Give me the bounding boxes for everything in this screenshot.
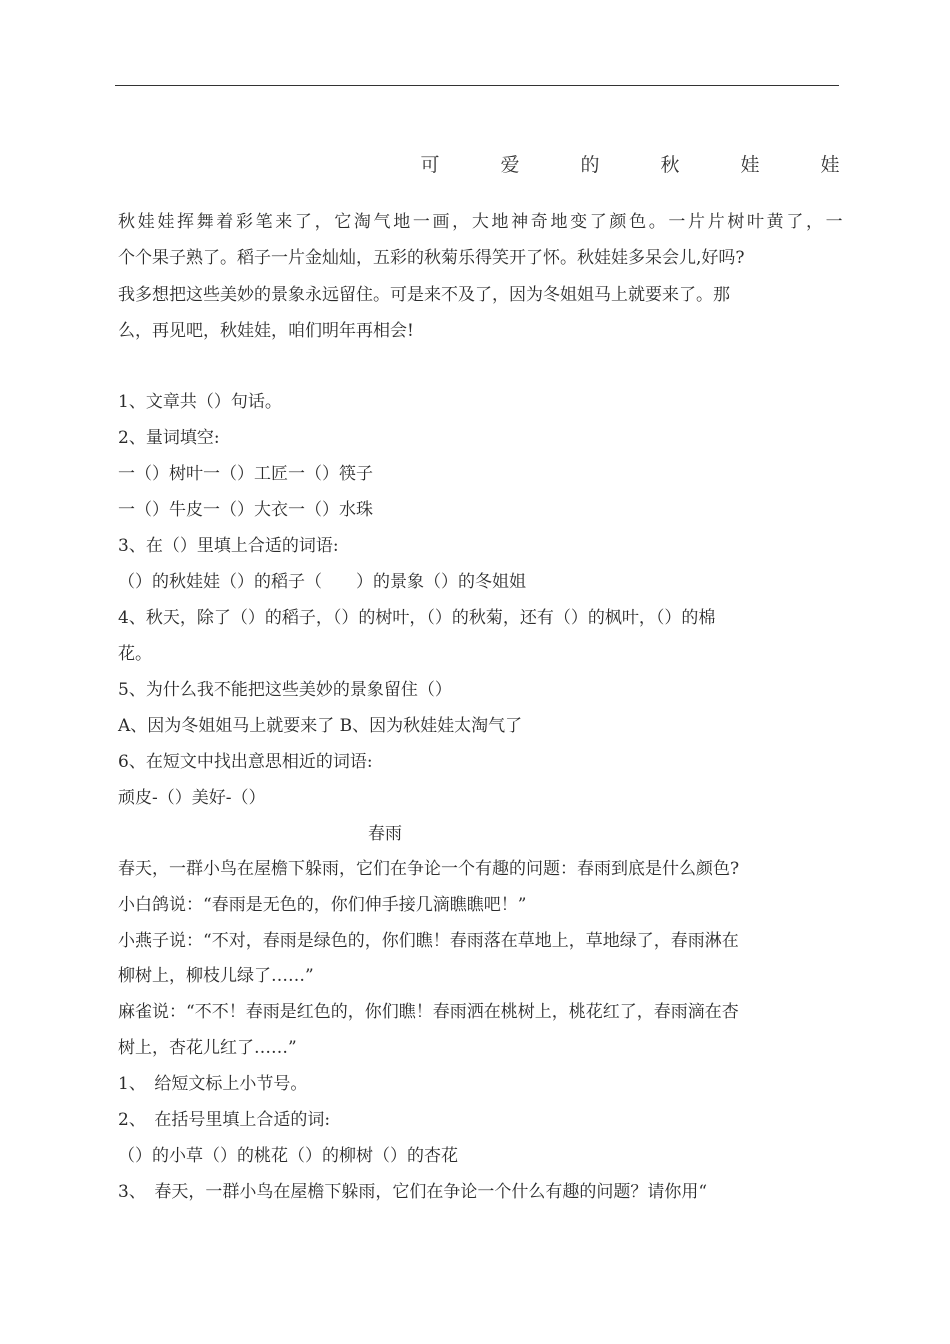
- article2-paragraph-line: 树上，杏花儿红了……”: [118, 1038, 297, 1058]
- article2-paragraph-line: 小白鸽说：“春雨是无色的，你们伸手接几滴瞧瞧吧！”: [118, 895, 527, 915]
- title-char: 娃: [740, 154, 760, 176]
- article1-question-line: 顽皮-（）美好-（）: [118, 788, 266, 808]
- article2-question-line: 3、 春天，一群小鸟在屋檐下躲雨，它们在争论一个什么有趣的问题？请你用“: [118, 1182, 708, 1202]
- article1-paragraph-line: 我多想把这些美妙的景象永远留住。可是来不及了，因为冬姐姐马上就要来了。那: [118, 285, 730, 305]
- article1-question-line: 5、为什么我不能把这些美妙的景象留住（）: [118, 680, 452, 700]
- article2-paragraph-line: 春天，一群小鸟在屋檐下躲雨，它们在争论一个有趣的问题：春雨到底是什么颜色?: [118, 859, 740, 879]
- article1-paragraph-line: 个个果子熟了。稻子一片金灿灿，五彩的秋菊乐得笑开了怀。秋娃娃多呆会儿,好吗?: [118, 248, 745, 268]
- article1-question-line: 一（）牛皮一（）大衣一（）水珠: [118, 500, 373, 520]
- article2-question-line: （）的小草（）的桃花（）的柳树（）的杏花: [118, 1146, 458, 1166]
- title-char: 可: [420, 154, 440, 176]
- title-char: 娃: [820, 154, 840, 176]
- article2-paragraph-line: 柳树上，柳枝儿绿了……”: [118, 966, 314, 986]
- article2-question-line: 1、 给短文标上小节号。: [118, 1074, 308, 1094]
- article1-question-line: 一（）树叶一（）工匠一（）筷子: [118, 464, 373, 484]
- article1-question-line: 6、在短文中找出意思相近的词语:: [118, 752, 373, 772]
- article1-paragraph-line: 秋 娃 娃 挥 舞 着 彩 笔 来 了 ， 它 淘 气 地 一 画 ， 大 地 神 奇 地 变 了 颜 色 。 一 片 片 树 叶 黄 了 ， 一: [118, 212, 843, 232]
- article2-title: 春雨: [368, 824, 402, 844]
- article1-question-line: （）的秋娃娃（）的稻子（ ）的景象（）的冬姐姐: [118, 572, 526, 592]
- article1-question-line: 花。: [118, 644, 152, 664]
- article2-paragraph-line: 麻雀说：“不不！春雨是红色的，你们瞧！春雨洒在桃树上，桃花红了，春雨滴在杏: [118, 1002, 739, 1022]
- title-char: 爱: [500, 154, 520, 176]
- article1-question-line: A、因为冬姐姐马上就要来了 B、因为秋娃娃太淘气了: [118, 716, 523, 736]
- article1-title: [420, 150, 840, 177]
- article1-question-line: 1、文章共（）句话。: [118, 392, 282, 412]
- article1-question-line: 4、秋天，除了（）的稻子，（）的树叶，（）的秋菊，还有（）的枫叶，（）的棉: [118, 608, 716, 628]
- title-char: 秋: [660, 154, 680, 176]
- article1-question-line: 3、在（）里填上合适的词语:: [118, 536, 339, 556]
- article2-question-line: 2、 在括号里填上合适的词:: [118, 1110, 331, 1130]
- header-rule: [115, 85, 839, 86]
- article1-paragraph-line: 么，再见吧，秋娃娃，咱们明年再相会!: [118, 321, 414, 341]
- article1-question-line: 2、量词填空:: [118, 428, 220, 448]
- article2-paragraph-line: 小燕子说：“不对，春雨是绿色的，你们瞧！春雨落在草地上，草地绿了，春雨淋在: [118, 931, 739, 951]
- title-char: 的: [580, 154, 600, 176]
